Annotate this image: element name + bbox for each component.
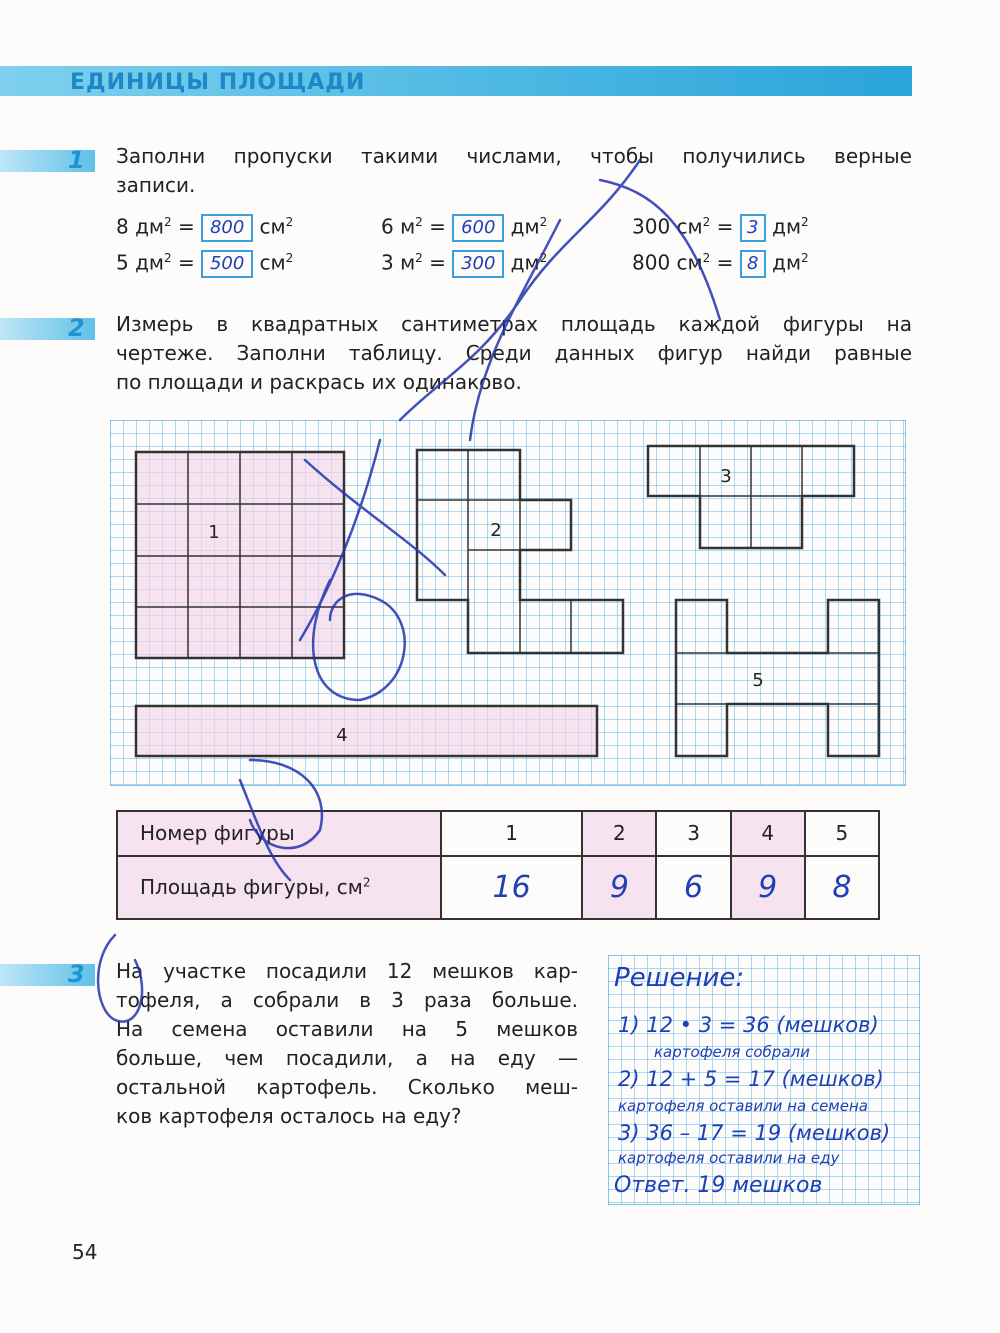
answer-box[interactable]: 500 [201,250,253,278]
table-cell: 5 [805,811,879,856]
table-header-number: Номер фигуры [117,811,441,856]
page-number: 54 [72,1240,98,1264]
task-1-number: 1 [68,146,85,174]
equation-2-1: 5 $дм^2 = 500$ $см^2$ [116,250,293,278]
solution-line: 2) 12 + 5 = 17 (мешков) [618,1067,884,1091]
task-1-text-line2: записи. [116,173,196,197]
figure-4-label: 4 [336,725,348,746]
solution-answer: Ответ. 19 мешков [614,1173,823,1198]
answer-box[interactable]: 800 [201,214,253,242]
table-cell: 4 [731,811,805,856]
figure-3-label: 3 [720,466,732,487]
figure-1-label: 1 [208,522,220,543]
table-answer[interactable]: 6 [656,856,730,919]
solution-line: картофеля собрали [654,1043,810,1061]
figure-5-label: 5 [752,670,764,691]
task-3-line: остальной картофель. Сколько меш- [116,1075,578,1099]
task-3-line: ков картофеля осталось на еду? [116,1104,462,1128]
solution-line: 1) 12 • 3 = 36 (мешков) [618,1013,879,1037]
solution-line: картофеля оставили на еду [618,1149,840,1167]
equation-1-1: 8 $дм^2 = 800$ $см^2$ [116,214,293,242]
equation-1-3: 300 $см^2 = 3$ $дм^2$ [632,214,809,242]
figure-1 [136,452,344,658]
task-3-line: На семена оставили на 5 мешков [116,1017,578,1041]
task-1-text-line1: Заполни пропуски такими числами, чтобы получились верные [116,144,912,168]
answer-box[interactable]: 3 [740,214,766,242]
area-table [116,810,880,920]
solution-line: 3) 36 – 17 = 19 (мешков) [618,1121,891,1145]
task-2-text-line3: по площади и раскрась их одинаково. [116,370,522,394]
table-answer[interactable]: 16 [441,856,582,919]
solution-heading: Решение: [614,963,745,993]
table-cell: 2 [582,811,656,856]
table-answer[interactable]: 8 [805,856,879,919]
task-3-line: больше, чем посадили, а на еду — [116,1046,578,1070]
task-3-line: На участке посадили 12 мешков кар- [116,959,578,983]
table-answer[interactable]: 9 [731,856,805,919]
figure-2-label: 2 [490,520,502,541]
table-answer[interactable]: 9 [582,856,656,919]
equation-2-2: 3 $м^2 = 300$ $дм^2$ [381,250,547,278]
task-3-line: тофеля, а собрали в 3 раза больше. [116,988,578,1012]
solution-line: картофеля оставили на семена [618,1097,868,1115]
table-cell: 1 [441,811,582,856]
equation-1-2: 6 $м^2 = 600$ $дм^2$ [381,214,547,242]
equation-2-3: 800 $см^2 = 8$ $дм^2$ [632,250,809,278]
figure-grid [110,420,906,786]
page-title: ЕДИНИЦЫ ПЛОЩАДИ [70,70,366,95]
task-2-number: 2 [68,314,85,342]
figure-4 [136,706,597,756]
task-3-number: 3 [68,960,85,988]
answer-box[interactable]: 8 [740,250,766,278]
table-header-area: Площадь фигуры, $см^2$ [117,856,441,919]
table-cell: 3 [656,811,730,856]
task-2-text-line1: Измерь в квадратных сантиметрах площадь каждой фигуры на [116,312,912,336]
task-2-text-line2: чертеже. Заполни таблицу. Среди данных фигур найди равные [116,341,912,365]
answer-box[interactable]: 600 [452,214,504,242]
answer-box[interactable]: 300 [452,250,504,278]
